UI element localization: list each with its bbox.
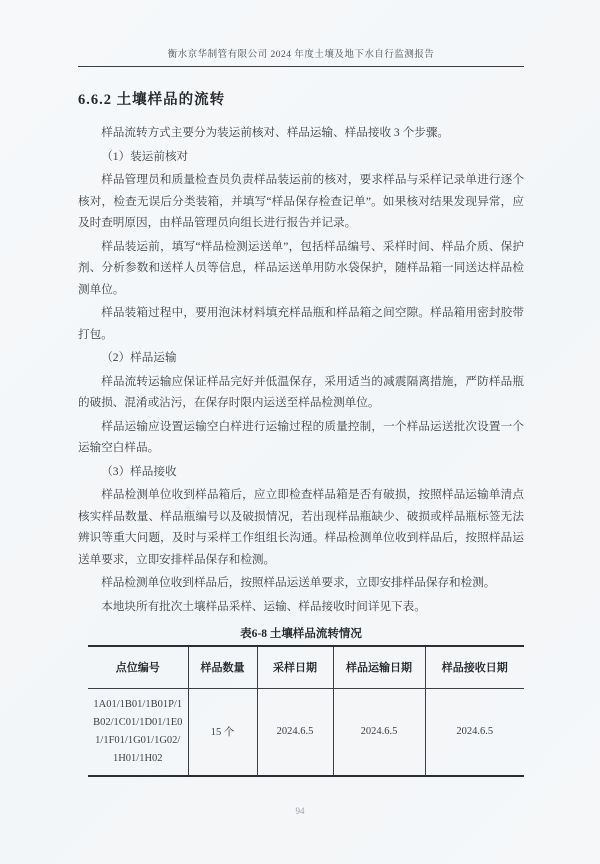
cell-transport-date: 2024.6.5 [333, 688, 425, 776]
page-header [78, 46, 524, 67]
table-caption: 表6-8 土壤样品流转情况 [240, 628, 362, 640]
sample-transfer-table [88, 645, 524, 777]
subheading-step3: （3）样品接收 [101, 464, 177, 478]
paragraph-intro: 样品流转方式主要分为装运前核对、样品运输、样品接收 3 个步骤。 [101, 126, 450, 139]
table-row [88, 688, 524, 776]
subheading-step2: （2）样品运输 [101, 351, 177, 364]
paragraph-receipt-2: 样品检测单位收到样品后，按照样品运送单要求，立即安排样品保存和检测。 [101, 576, 496, 589]
paragraph-precheck-2: 样品装运前，填写“样品检测运送单”，包括样品编号、采样时间、样品介质、保护剂、分析参数和送样人员等信息，样品运送单用防水袋保护，随样品箱一同送达样品检测单位。 [78, 239, 524, 296]
col-header-point-id: 点位编号 [88, 646, 188, 688]
paragraph-table-intro: 本地块所有批次土壤样品采样、运输、样品接收时间详见下表。 [101, 599, 426, 613]
paragraph-transport-2: 样品运输应设置运输空白样进行运输过程的质量控制，一个样品运送批次设置一个运输空白样品。 [78, 419, 524, 454]
page-content [78, 84, 524, 777]
col-header-sample-count: 样品数量 [188, 646, 257, 688]
subheading-step1: （1）装运前核对 [101, 149, 189, 163]
cell-point-ids: 1A01/1B01/1B01P/1B02/1C01/1D01/1E01/1F01/1G01/1G02/1H01/1H02 [88, 688, 188, 776]
paragraph-precheck-1: 样品管理员和质量检查员负责样品装运前的核对，要求样品与采样记录单进行逐个核对，检查无误后分类装箱，并填写“样品保存检查记单”。如果核对结果发现异常，应及时查明原因，由样品管理员向组长进行报告并记录。 [78, 173, 524, 229]
col-header-transport-date: 样品运输日期 [333, 646, 425, 688]
col-header-receipt-date: 样品接收日期 [425, 646, 524, 688]
paragraph-transport-1: 样品流转运输应保证样品完好并低温保存，采用适当的减震隔离措施，严防样品瓶的破损、混淆或沾污，在保存时限内运送至样品检测单位。 [78, 374, 524, 409]
paragraph-precheck-3: 样品装箱过程中，要用泡沫材料填充样品瓶和样品箱之间空隙。样品箱用密封胶带打包。 [78, 306, 524, 341]
cell-sample-count: 15 个 [188, 688, 257, 776]
section-heading: 6.6.2 土壤样品的流转 [78, 92, 226, 108]
page-number: 94 [295, 806, 305, 816]
cell-sampling-date: 2024.6.5 [257, 688, 333, 776]
table-header-row [88, 646, 524, 688]
col-header-sampling-date: 采样日期 [257, 646, 333, 688]
paragraph-receipt-1: 样品检测单位收到样品箱后，应立即检查样品箱是否有破损，按照样品运输单清点核实样品数量、样品瓶编号以及破损情况，若出现样品瓶缺少、破损或样品瓶标签无法辨识等重大问题，及时与采样工作组组长沟通。样品检测单位收到样品后，按照样品运送单要求，立即安排样品保存和检测。 [78, 488, 524, 566]
cell-receipt-date: 2024.6.5 [456, 726, 494, 738]
report-title: 衡水京华制管有限公司 2024 年度土壤及地下水自行监测报告 [167, 50, 435, 60]
